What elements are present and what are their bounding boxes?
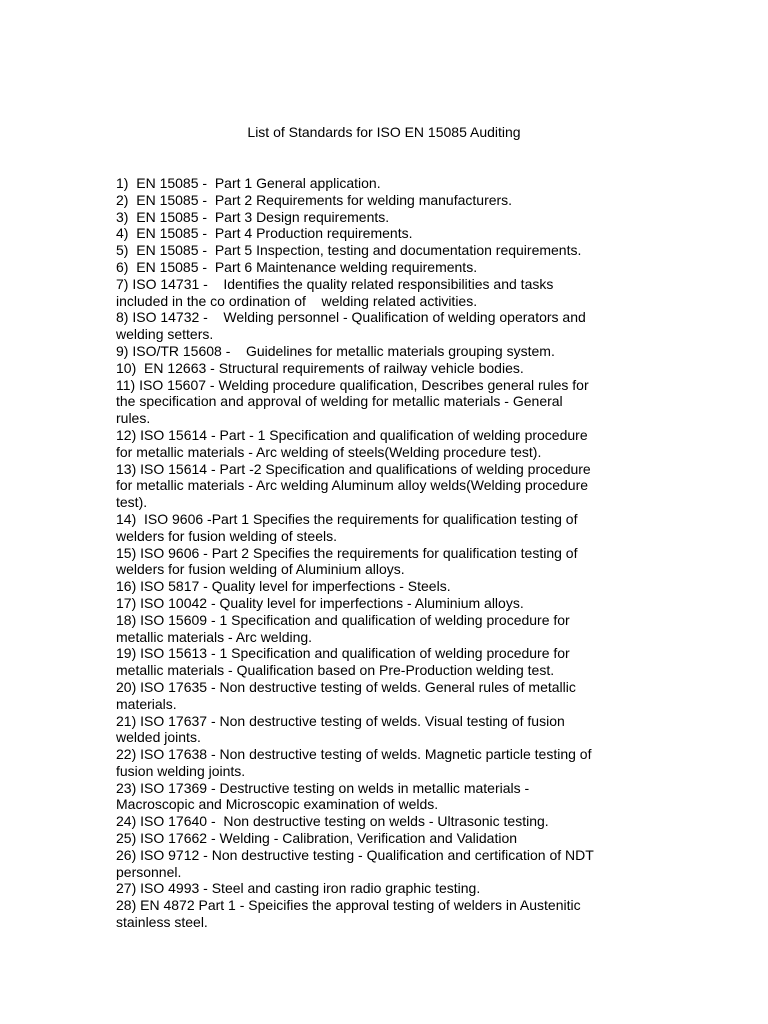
standard-item-line: 15) ISO 9606 - Part 2 Specifies the requirements for qualification testing of [116, 544, 578, 561]
standard-item [116, 175, 646, 192]
standard-item-line: welding setters. [116, 326, 214, 343]
standard-item-line: welders for fusion welding of steels. [116, 527, 337, 544]
standard-item-line: 27) ISO 4993 - Steel and casting iron radio graphic testing. [116, 880, 481, 897]
standard-item [116, 343, 646, 360]
standard-item-line: Macroscopic and Microscopic examination of welds. [116, 796, 439, 813]
document-title: List of Standards for ISO EN 15085 Auditing [247, 124, 521, 140]
standard-item-line: 16) ISO 5817 - Quality level for imperfections - Steels. [116, 578, 451, 595]
standard-item [116, 427, 646, 461]
standard-item-line: included in the co ordination of welding related activities. [116, 292, 478, 309]
standard-item [116, 847, 646, 881]
standard-item-line: stainless steel. [116, 914, 208, 931]
standard-item-line: 19) ISO 15613 - 1 Specification and qualification of welding procedure for [116, 645, 570, 662]
standard-item-line: 17) ISO 10042 - Quality level for imperfections - Aluminium alloys. [116, 594, 524, 611]
standard-item-line: 7) ISO 14731 - Identifies the quality related responsibilities and tasks [116, 275, 554, 292]
standard-item-line: 8) ISO 14732 - Welding personnel - Qualification of welding operators and [116, 309, 586, 326]
standard-item [116, 897, 646, 931]
standard-item-line: 1) EN 15085 - Part 1 General application. [116, 175, 381, 191]
standard-item [116, 225, 646, 242]
standard-item-line: 24) ISO 17640 - Non destructive testing on welds - Ultrasonic testing. [116, 813, 549, 830]
standard-item-line: 2) EN 15085 - Part 2 Requirements for welding manufacturers. [116, 191, 513, 208]
standard-item-line: 25) ISO 17662 - Welding - Calibration, Verification and Validation [116, 830, 518, 847]
standard-item [116, 511, 646, 545]
standard-item-line: test). [116, 494, 148, 511]
standard-item [116, 192, 646, 209]
standard-item [116, 780, 646, 814]
standard-item-line: for metallic materials - Arc welding Aluminum alloy welds(Welding procedure [116, 477, 589, 494]
standard-item [116, 309, 646, 343]
standard-item-line: metallic materials - Qualification based on Pre-Production welding test. [116, 662, 555, 679]
standard-item [116, 645, 646, 679]
standard-item [116, 360, 646, 377]
standard-item-line: 4) EN 15085 - Part 4 Production requirements. [116, 225, 413, 242]
standard-item [116, 880, 646, 897]
standards-list [116, 175, 646, 931]
standard-item-line: 20) ISO 17635 - Non destructive testing of welds. General rules of metallic [116, 678, 576, 695]
standard-item [116, 713, 646, 747]
standard-item-line: the specification and approval of welding for metallic materials - General [116, 393, 563, 410]
standard-item-line: 9) ISO/TR 15608 - Guidelines for metallic materials grouping system. [116, 342, 555, 359]
standard-item-line: 10) EN 12663 - Structural requirements of railway vehicle bodies. [116, 359, 524, 376]
standard-item [116, 209, 646, 226]
standard-item [116, 679, 646, 713]
standard-item-line: 11) ISO 15607 - Welding procedure qualification, Describes general rules for [116, 376, 589, 393]
standard-item [116, 242, 646, 259]
standard-item-line: welders for fusion welding of Aluminium alloys. [116, 561, 405, 578]
standard-item-line: 6) EN 15085 - Part 6 Maintenance welding requirements. [116, 258, 478, 275]
standard-item [116, 259, 646, 276]
standard-item-line: metallic materials - Arc welding. [116, 628, 313, 645]
standard-item [116, 545, 646, 579]
standard-item-line: 26) ISO 9712 - Non destructive testing - Qualification and certification of NDT [116, 846, 594, 863]
standard-item-line: 23) ISO 17369 - Destructive testing on welds in metallic materials - [116, 779, 530, 796]
standard-item-line: 28) EN 4872 Part 1 - Speicifies the approval testing of welders in Austenitic [116, 897, 581, 914]
standard-item-line: fusion welding joints. [116, 762, 246, 779]
standard-item-line: 14) ISO 9606 -Part 1 Specifies the requirements for qualification testing of [116, 510, 578, 527]
standard-item-line: 21) ISO 17637 - Non destructive testing of welds. Visual testing of fusion [116, 712, 565, 729]
standard-item-line: 13) ISO 15614 - Part -2 Specification and qualifications of welding procedure [116, 460, 591, 477]
standard-item [116, 813, 646, 830]
standard-item [116, 595, 646, 612]
standard-item-line: personnel. [116, 863, 182, 880]
standard-item-line: rules. [116, 410, 151, 427]
standard-item [116, 377, 646, 427]
standard-item-line: 12) ISO 15614 - Part - 1 Specification and qualification of welding procedure [116, 426, 588, 443]
standard-item [116, 461, 646, 511]
standard-item-line: 3) EN 15085 - Part 3 Design requirements. [116, 208, 390, 225]
standard-item-line: 22) ISO 17638 - Non destructive testing of welds. Magnetic particle testing of [116, 746, 592, 763]
standard-item-line: for metallic materials - Arc welding of steels(Welding procedure test). [116, 443, 542, 460]
standard-item-line: 5) EN 15085 - Part 5 Inspection, testing and documentation requirements. [116, 242, 582, 259]
standard-item [116, 612, 646, 646]
standard-item [116, 746, 646, 780]
standard-item-line: 18) ISO 15609 - 1 Specification and qualification of welding procedure for [116, 611, 570, 628]
standard-item-line: materials. [116, 695, 177, 712]
standard-item [116, 276, 646, 310]
standard-item [116, 830, 646, 847]
standard-item-line: welded joints. [116, 729, 201, 746]
standard-item [116, 578, 646, 595]
